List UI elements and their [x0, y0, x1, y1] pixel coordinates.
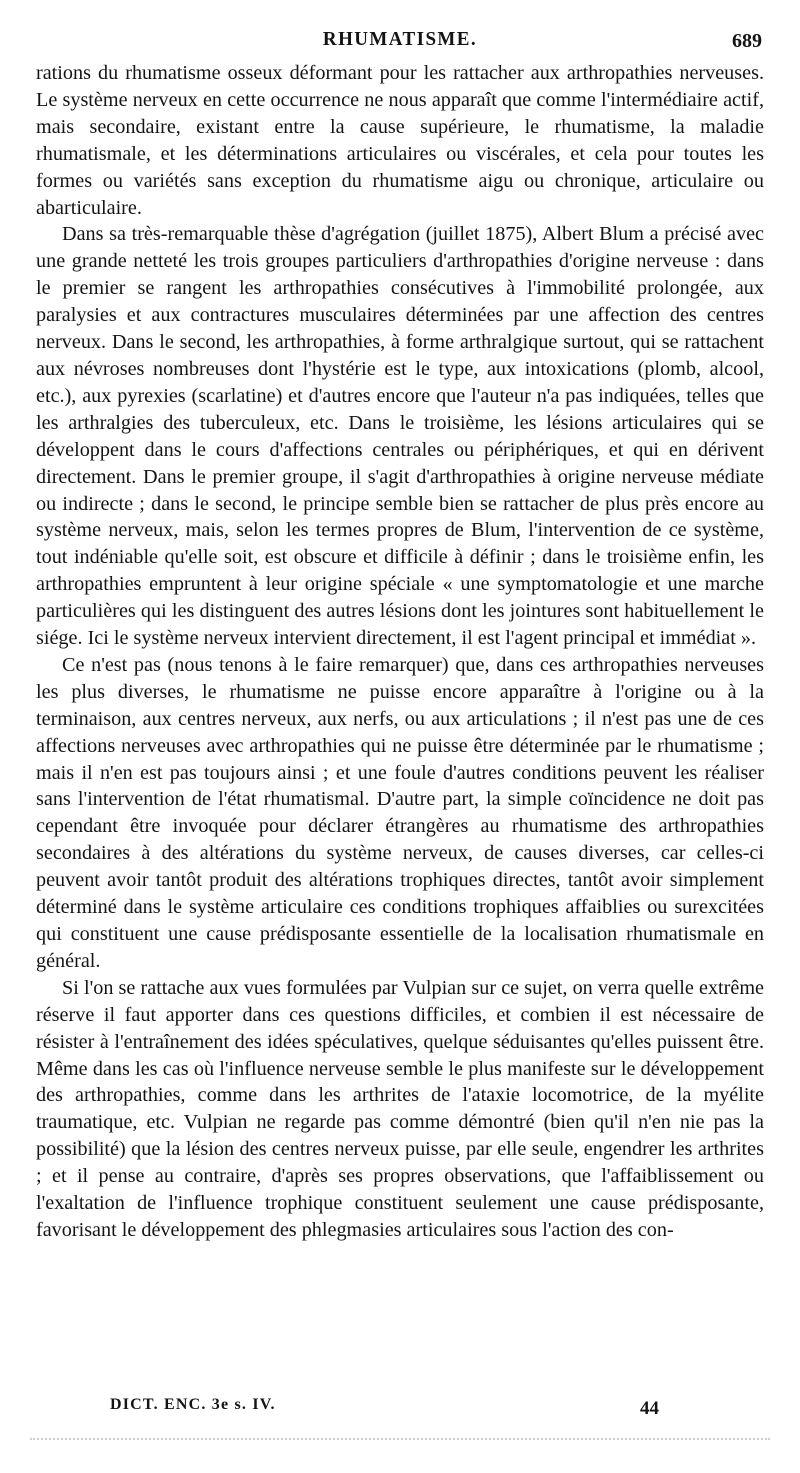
body-text	[36, 60, 764, 1244]
paragraph-blum: Dans sa très-remarquable thèse d'agrégation (juillet 1875), Albert Blum a précisé avec une grande netteté les trois groupes particuliers d'arthropathies d'origine nerveuse : dans le premier se rangent les arthropathies consécutives à l'immobilité prolongée, aux paralysies et aux contractures musculaires déterminées par une affection des centres nerveux. Dans le second, les arthropathies, à forme arthralgique surtout, qui se rattachent aux névroses nombreuses dont l'hystérie est le type, aux intoxications (plomb, alcool, etc.), aux pyrexies (scarlatine) et d'autres encore que l'auteur n'a pas indiquées, telles que les arthralgies des tuberculeux, etc. Dans le troisième, les lésions articulaires qui se développent dans le cours d'affections centrales ou périphériques, et qui en dérivent directement. Dans le premier groupe, il s'agit d'arthropathies à origine nerveuse médiate ou indirecte ; dans le second, le principe semble bien se rattacher de plus près encore au système nerveux, mais, selon les termes propres de Blum, l'intervention de ce système, tout indéniable qu'elle soit, est obscure et difficile à définir ; dans le troisième enfin, les arthropathies empruntent à leur origine spéciale « une symptomatologie et une marche particulières qui les distinguent des autres lésions dont les jointures sont habituellement le siége. Ici le système nerveux intervient directement, il est l'agent principal et immédiat ».	[36, 223, 764, 650]
running-title: RHUMATISME.	[322, 28, 478, 50]
sheet-number: 44	[640, 1398, 659, 1419]
scan-noise-line	[30, 1438, 770, 1442]
paragraph-vulpian: Si l'on se rattache aux vues formulées par Vulpian sur ce sujet, on verra quelle extrême réserve il faut apporter dans ces questions difficiles, et combien il est nécessaire de résister à l'entraînement des idées spéculatives, quelque séduisantes qu'elles puissent être. Même dans les cas où l'influence nerveuse semble le plus manifeste sur le développement des arthropathies, comme dans les arthrites de l'ataxie locomotrice, de la myélite traumatique, etc. Vulpian ne regarde pas comme démontré (bien qu'il n'en nie pas la possibilité) que la lésion des centres nerveux puisse, par elle seule, engendrer les arthrites ; et il pense au contraire, d'après ses propres observations, que l'affaiblissement ou l'exaltation de l'influence trophique constituent seulement une cause prédisposante, favorisant le développement des phlegmasies articulaires sous l'action des con-	[36, 976, 764, 1241]
paragraph-continuation: rations du rhumatisme osseux déformant pour les rattacher aux arthropathies nerveuses. Le système nerveux en cette occurrence ne nous apparaît que comme l'intermédiaire actif, mais secondaire, existant entre la cause supérieure, le rhumatisme, la maladie rhumatismale, et les déterminations articulaires ou viscérales, et cela pour toutes les formes ou variétés sans exception du rhumatisme aigu ou chronique, articulaire ou abarticulaire.	[36, 62, 764, 219]
page-footer	[0, 1396, 800, 1426]
page-number: 689	[732, 30, 762, 52]
signature-mark: DICT. ENC. 3e s. IV.	[110, 1396, 276, 1413]
paragraph-rhumatisme-origine: Ce n'est pas (nous tenons à le faire remarquer) que, dans ces arthropathies nerveuses les plus diverses, le rhumatisme ne puisse encore apparaître à l'origine ou à la terminaison, aux centres nerveux, aux nerfs, ou aux articulations ; il n'est pas une de ces affections nerveuses avec arthropathies qui ne puisse être déterminée par le rhumatisme ; mais il n'en est pas toujours ainsi ; et une foule d'autres conditions peuvent les réaliser sans l'intervention de l'état rhumatismal. D'autre part, la simple coïncidence ne doit pas cependant être invoquée pour déclarer étrangères au rhumatisme des arthropathies secondaires à des altérations du système nerveux, de causes diverses, car celles-ci peuvent avoir tantôt produit des altérations trophiques directes, tantôt avoir simplement déterminé dans le système articulaire ces conditions trophiques affaiblies ou surexcitées qui constituent une cause prédisposante essentielle de la localisation rhumatismale en général.	[36, 653, 764, 972]
running-head	[0, 28, 800, 58]
